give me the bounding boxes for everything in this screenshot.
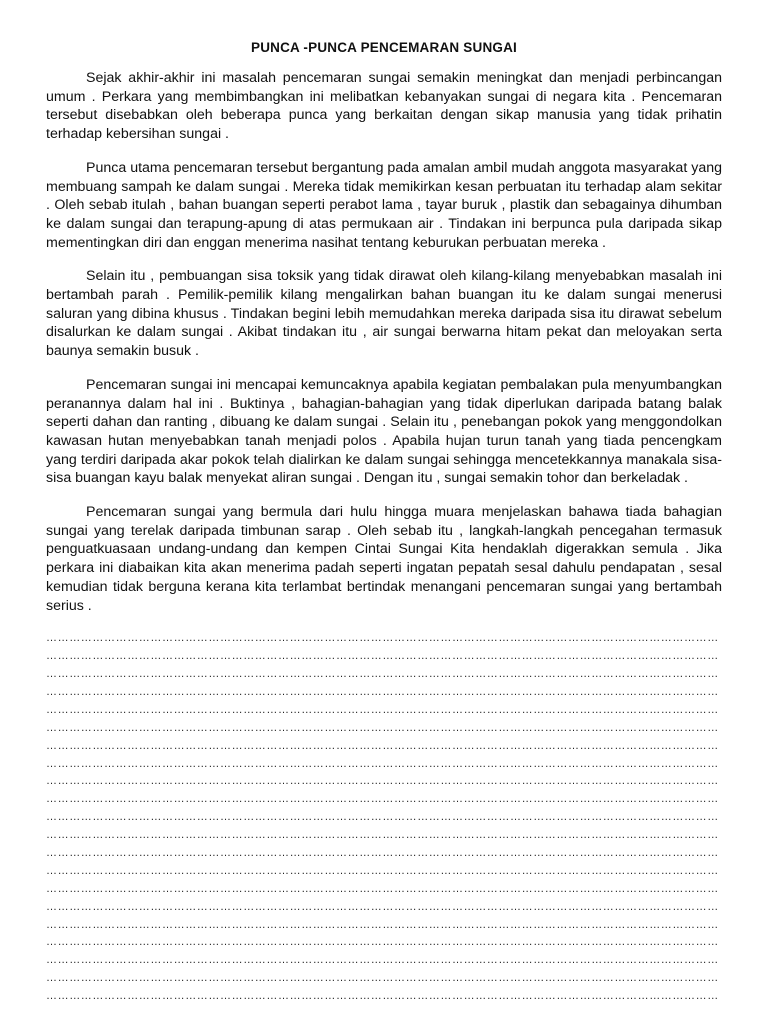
answer-line: ………………………………………………………………………………………………………………………………………………………… (46, 918, 719, 931)
answer-line: ………………………………………………………………………………………………………………………………………………………… (46, 703, 719, 716)
paragraph-3: Selain itu , pembuangan sisa toksik yang tidak dirawat oleh kilang-kilang menyebabkan masalah ini bertambah parah . Pemilik-pemilik kilang mengalirkan bahan buangan itu ke dalam sungai menerusi saluran yang dibina khusus . Tindakan begini lebih memudahkan mereka daripada sisa itu dirawat sebelum disalurkan ke dalam sungai . Akibat tindakan itu , air sungai berwarna hitam pekat dan meloyakan serta baunya semakin busuk . (46, 268, 722, 360)
answer-line: ………………………………………………………………………………………………………………………………………………………… (46, 936, 719, 949)
answer-line: ………………………………………………………………………………………………………………………………………………………… (46, 793, 719, 806)
answer-line: ………………………………………………………………………………………………………………………………………………………… (46, 775, 719, 788)
answer-line: ………………………………………………………………………………………………………………………………………………………… (46, 721, 719, 734)
answer-line: ………………………………………………………………………………………………………………………………………………………… (46, 632, 719, 645)
answer-line: ………………………………………………………………………………………………………………………………………………………… (46, 685, 719, 698)
paragraph-2: Punca utama pencemaran tersebut bergantung pada amalan ambil mudah anggota masyarakat yang membuang sampah ke dalam sungai . Mereka tidak memikirkan kesan perbuatan itu terhadap alam sekitar . Oleh sebab itulah , bahan buangan seperti perabot lama , tayar buruk , plastik dan sebagainya dihumban ke dalam sungai dan terapung-apung di atas permukaan air . Tindakan ini berpunca pula daripada sikap mementingkan diri dan enggan menerima nasihat tentang keburukan perbuatan mereka . (46, 159, 722, 251)
answer-line: ………………………………………………………………………………………………………………………………………………………… (46, 829, 719, 842)
paragraph-1: Sejak akhir-akhir ini masalah pencemaran sungai semakin meningkat dan menjadi perbincangan umum . Perkara yang membimbangkan ini melibatkan kebanyakan sungai di negara kita . Pencemaran tersebut disebabkan oleh beberapa punca yang berkaitan dengan sikap manusia yang tidak prihatin terhadap kebersihan sungai . (46, 70, 722, 143)
answer-line: ………………………………………………………………………………………………………………………………………………………… (46, 846, 719, 859)
answer-lines (46, 630, 722, 1006)
answer-line: ………………………………………………………………………………………………………………………………………………………… (46, 882, 719, 895)
answer-line: ………………………………………………………………………………………………………………………………………………………… (46, 668, 719, 681)
paragraph-4: Pencemaran sungai ini mencapai kemuncaknya apabila kegiatan pembalakan pula menyumbangkan peranannya dalam hal ini . Buktinya , bahagian-bahagian yang tidak diperlukan daripada batang balak seperti dahan dan ranting , dibuang ke dalam sungai . Selain itu , penebangan pokok yang menggondolkan kawasan hutan menyebabkan tanah menjadi polos . Apabila hujan turun tanah yang tiada pencengkam yang terdiri daripada akar pokok telah dialirkan ke dalam sungai sehingga mencetekkannya manakala sisa-sisa buangan kayu balak menyekat aliran sungai . Dengan itu , sungai semakin tohor dan berkeladak . (46, 376, 722, 487)
paragraph-5: Pencemaran sungai yang bermula dari hulu hingga muara menjelaskan bahawa tiada bahagian sungai yang terelak daripada timbunan sarap . Oleh sebab itu , langkah-langkah pencegahan termasuk penguatkuasaan undang-undang dan kempen Cintai Sungai Kita hendaklah digerakkan semula . Jika perkara ini diabaikan kita akan menerima padah seperti ingatan pepatah sesal dahulu pendapatan , sesal kemudian tidak berguna kerana kita terlambat bertindak menangani pencemaran sungai yang bertambah serius . (46, 504, 722, 614)
answer-line: ………………………………………………………………………………………………………………………………………………………… (46, 990, 719, 1003)
answer-line: ………………………………………………………………………………………………………………………………………………………… (46, 972, 719, 985)
answer-line: ………………………………………………………………………………………………………………………………………………………… (46, 757, 719, 770)
answer-line: ………………………………………………………………………………………………………………………………………………………… (46, 739, 719, 752)
answer-line: ………………………………………………………………………………………………………………………………………………………… (46, 900, 719, 913)
document-title: PUNCA -PUNCA PENCEMARAN SUNGAI (250, 40, 517, 55)
answer-line: ………………………………………………………………………………………………………………………………………………………… (46, 954, 719, 967)
answer-line: ………………………………………………………………………………………………………………………………………………………… (46, 811, 719, 824)
answer-line: ………………………………………………………………………………………………………………………………………………………… (46, 864, 719, 877)
answer-line: ………………………………………………………………………………………………………………………………………………………… (46, 650, 719, 663)
